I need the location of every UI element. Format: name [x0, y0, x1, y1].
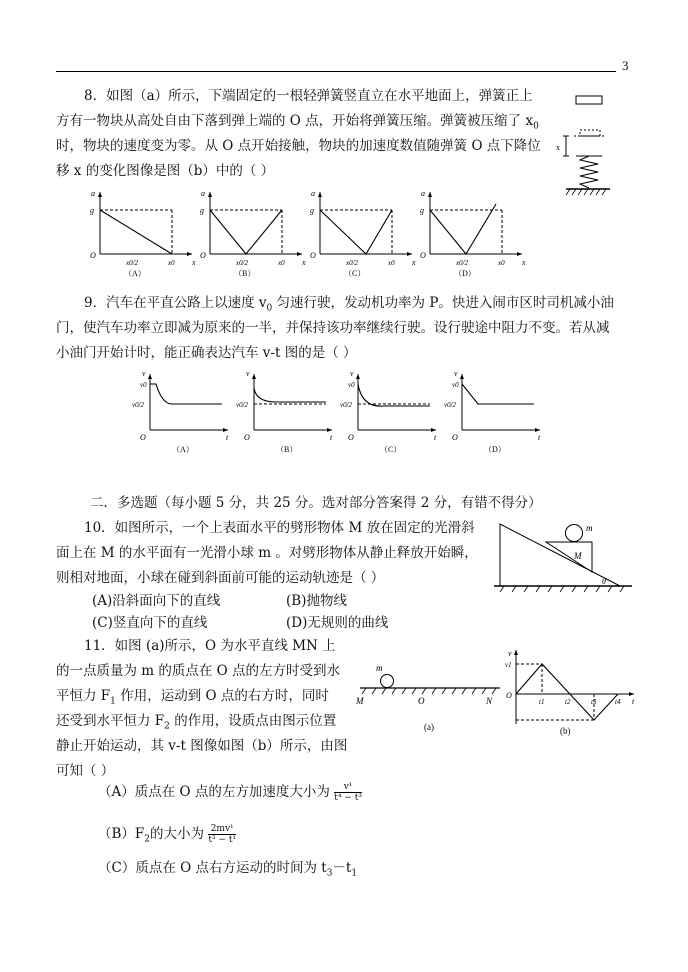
fig-b-label: (b)	[560, 726, 571, 736]
q9-line-2: 门，使汽车功率立即减为原来的一半，并保持该功率继续行驶。设行驶途中阻力不变。若从减	[56, 320, 610, 336]
q8-line-2: 方有一物块从高处自由下落到弹上端的 O 点，开始将弹簧压缩。弹簧被压缩了 $x_0$	[56, 113, 539, 132]
q11-figure-b	[496, 646, 646, 738]
x-arrow	[407, 252, 412, 256]
svg-text:x: x	[556, 143, 560, 152]
q9-graph-d	[444, 369, 541, 454]
option-label: （B）	[276, 445, 298, 454]
v0-label: v0	[348, 381, 355, 389]
option-label: （C）	[380, 445, 402, 454]
g-label: g	[200, 206, 204, 215]
y-arrow	[148, 374, 152, 379]
t2-label: t2	[565, 698, 571, 706]
g-label: g	[420, 206, 424, 215]
label-m: m	[586, 523, 593, 533]
q10-line-1: 10．如图所示，一个上表面水平的劈形物体 M 放在固定的光滑斜	[84, 520, 475, 536]
y-arrow	[356, 374, 360, 379]
v0half-label: v0/2	[132, 401, 145, 409]
x0-label: x0	[278, 259, 285, 267]
t-label: t	[226, 433, 229, 442]
curve	[210, 210, 282, 254]
fig-a-label: (a)	[424, 722, 434, 732]
q10-option-c: (C)竖直向下的直线	[92, 615, 208, 631]
q8-graph-d	[420, 189, 526, 278]
q9-graph-c	[340, 369, 437, 454]
header-rule	[56, 71, 616, 72]
vt-curve	[516, 664, 618, 720]
v-label: v	[246, 369, 250, 378]
q11-line-3: 平恒力 $F_1$ 作用，运动到 O 点的右方时，同时	[56, 688, 329, 707]
origin-label: O	[452, 433, 458, 442]
q11-line-2: 的一点质量为 m 的质点在 O 点的左方时受到水	[56, 663, 341, 679]
x0-label: x0	[498, 259, 505, 267]
curve	[462, 384, 534, 404]
q9-option-graphs	[130, 364, 550, 458]
x-arrow	[297, 252, 302, 256]
q9-graph-b	[236, 369, 333, 454]
t-label: t	[632, 697, 635, 706]
q11-option-b: $(B)F_2$的大小为 $\frac{\text{2mv¹}}{\text{t³ − t¹}}$	[98, 824, 237, 845]
x-arrow	[629, 692, 634, 696]
x-label: x	[522, 258, 526, 267]
option-label: （B）	[234, 269, 256, 278]
q10-option-d: (D)无规则的曲线	[286, 615, 389, 631]
a-label: a	[311, 189, 315, 198]
x-arrow	[535, 428, 540, 432]
origin-label: O	[420, 251, 426, 260]
x0half-label: x0/2	[346, 259, 359, 267]
q8-graph-a	[90, 189, 196, 278]
curve	[254, 388, 326, 402]
q10-option-b: (B)抛物线	[286, 593, 347, 609]
q8-line-1: 8．如图（a）所示，下端固定的一根轻弹簧竖直立在水平地面上，弹簧正上	[84, 88, 533, 104]
y-arrow	[98, 192, 102, 197]
v0half-label: v0/2	[236, 401, 249, 409]
q11-option-a: （A）质点在 O 点的左方加速度大小为 $\frac{\text{v¹}}{\text{t⁴ − t³}}$	[98, 782, 362, 803]
origin-label: O	[200, 251, 206, 260]
q11-line-6: 可知（ ）	[56, 763, 115, 779]
t3-label: t3	[591, 698, 597, 706]
fig-a-O: O	[418, 696, 425, 706]
fig-a-M: M	[356, 696, 364, 706]
v1-label: v1	[505, 661, 512, 669]
v-label: v	[350, 369, 354, 378]
curve	[320, 210, 392, 254]
x-arrow	[223, 428, 228, 432]
y-arrow	[460, 374, 464, 379]
x-arrow	[327, 428, 332, 432]
q8-option-graphs	[86, 184, 526, 280]
option-label: （C）	[344, 269, 366, 278]
q8-graph-b	[200, 189, 306, 278]
q11-figure-a	[354, 660, 504, 740]
x0half-label: x0/2	[236, 259, 249, 267]
x-label: x	[412, 258, 416, 267]
q11-line-4: 还受到水平恒力 $F_2$ 的作用，设质点由图示位置	[56, 713, 337, 732]
y-arrow	[208, 192, 212, 197]
q10-line-2: 面上在 M 的水平面有一光滑小球 m 。对劈形物体从静止释放开始瞬，	[56, 545, 478, 561]
t-label: t	[434, 433, 437, 442]
t4-label: t4	[615, 698, 621, 706]
y-arrow	[252, 374, 256, 379]
fig-a-m: m	[376, 663, 383, 673]
page-number: 3	[622, 58, 629, 73]
origin-label: O	[310, 251, 316, 260]
t-label: t	[330, 433, 333, 442]
q8-line-4: 移 x 的变化图像是图（b）中的（ ）	[56, 163, 275, 179]
x0half-label: x0/2	[456, 259, 469, 267]
x-label: x	[192, 258, 196, 267]
spring-figure	[556, 92, 616, 202]
option-label: （D）	[484, 445, 506, 454]
curve	[150, 384, 222, 404]
a-label: a	[201, 189, 205, 198]
wedge-incline-figure	[490, 514, 640, 594]
q9-line-1: 9．汽车在平直公路上以速度 $v_0$ 匀速行驶，发动机功率为 P。快进入闹市区时司机减小油	[84, 295, 614, 314]
a-label: a	[91, 189, 95, 198]
y-arrow	[514, 650, 518, 655]
origin-label: O	[90, 251, 96, 260]
option-label: （D）	[454, 269, 476, 278]
x-arrow	[431, 428, 436, 432]
g-label: g	[90, 206, 94, 215]
curve	[430, 204, 496, 254]
q10-line-3: 则相对地面，小球在碰到斜面前可能的运动轨迹是（ ）	[56, 570, 385, 586]
q10-option-a: (A)沿斜面向下的直线	[92, 593, 221, 609]
label-theta: θ	[602, 577, 606, 586]
x0-label: x0	[388, 259, 395, 267]
x-arrow	[517, 252, 522, 256]
v-label: v	[508, 649, 512, 658]
fig-a-N: N	[486, 696, 493, 706]
origin-label: O	[506, 691, 512, 700]
origin-label: O	[348, 433, 354, 442]
q11-line-1: 11．如图 (a)所示，O 为水平直线 MN 上	[84, 638, 336, 654]
option-label: （A）	[124, 269, 146, 278]
q8-graph-c	[310, 189, 416, 278]
v0-label: v0	[140, 381, 147, 389]
section-2-heading: 二．多选题（每小题 5 分，共 25 分。选对部分答案得 2 分，有错不得分）	[90, 495, 542, 511]
v0half-label: v0/2	[444, 401, 457, 409]
x-label: x	[302, 258, 306, 267]
q9-line-3: 小油门开始计时，能正确表达汽车 v-t 图的是（ ）	[56, 345, 357, 361]
v-label: v	[142, 369, 146, 378]
curve	[100, 210, 172, 254]
t1-label: t1	[539, 698, 545, 706]
t-label: t	[538, 433, 541, 442]
q11-option-c: （C）质点在 O 点右方运动的时间为 $t_3-t_1$	[98, 860, 358, 879]
v-label: v	[454, 369, 458, 378]
x0half-label: x0/2	[126, 259, 139, 267]
y-arrow	[428, 192, 432, 197]
v0half-label: v0/2	[340, 401, 353, 409]
y-arrow	[318, 192, 322, 197]
x-arrow	[187, 252, 192, 256]
x0-label: x0	[168, 259, 175, 267]
q9-graph-a	[132, 369, 229, 454]
a-label: a	[421, 189, 425, 198]
curve	[358, 384, 430, 406]
option-label: （A）	[172, 445, 194, 454]
origin-label: O	[244, 433, 250, 442]
v0-label: v0	[452, 381, 459, 389]
g-label: g	[310, 206, 314, 215]
q11-line-5: 静止开始运动，其 v-t 图像如图（b）所示，由图	[56, 738, 348, 754]
origin-label: O	[140, 433, 146, 442]
q8-line-3: 时，物块的速度变为零。从 O 点开始接触，物块的加速度数值随弹簧 O 点下降位	[56, 138, 541, 154]
label-M: M	[574, 551, 582, 561]
